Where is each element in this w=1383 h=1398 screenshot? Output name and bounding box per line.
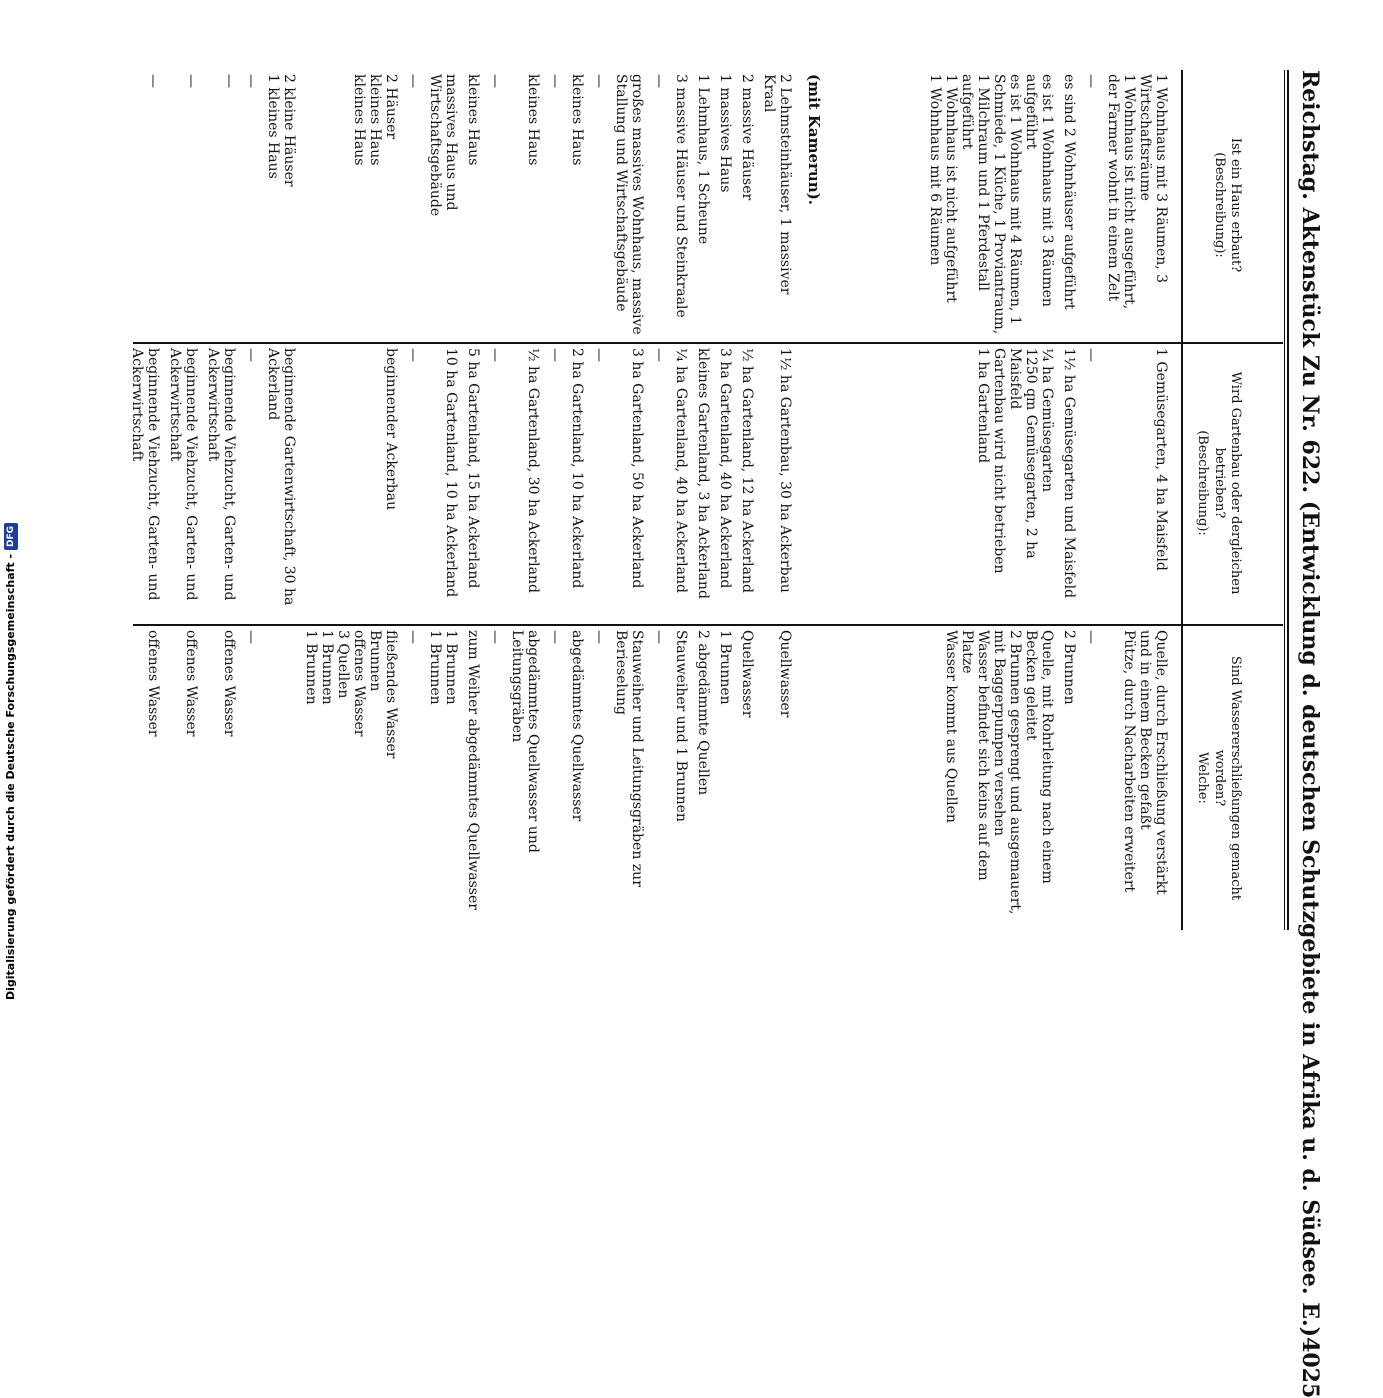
table-cell-c3: — <box>405 630 421 644</box>
table-cell-c2: 10 ha Gartenland, 10 ha Ackerland <box>443 348 459 598</box>
table-cell-c1: — <box>591 74 607 88</box>
section-title: (mit Kamerun). <box>805 74 823 206</box>
table-cell-c1: 3 massive Häuser und Steinkraale <box>673 74 689 318</box>
dfg-logo: DFG <box>4 523 18 550</box>
table-cell-c1: — <box>243 74 259 88</box>
header-rule <box>1287 70 1289 930</box>
table-cell-c2: 3 ha Gartenland, 50 ha Ackerland <box>629 348 645 589</box>
table-cell-c1: 1 Lehmhaus, 1 Scheune <box>695 74 711 245</box>
table-cell-c3: offenes Wasser <box>145 630 161 737</box>
table-cell-c2: 3 ha Gartenland, 40 ha Ackerland <box>717 348 733 589</box>
table-cell-c1: es ist 1 Wohnhaus mit 3 Räumen aufgeführt es ist 1 Wohnhaus mit 4 Räumen, 1 Schmiede, 1 Küche, 1 Proviantraum, 1 Milchraum und 1 Pferdestall aufgeführt 1 Wohnhaus ist nicht aufgeführt 1 Wohnhaus mit 6 Räumen <box>927 74 1055 335</box>
column-divider-1 <box>133 342 1283 344</box>
header-title: Reichstag. Aktenstück Zu Nr. 622. (Entwicklung d. deutschen Schutzgebiete in Afrika u. d. Südsee. E.) <box>1297 70 1323 1338</box>
table-cell-c2: — <box>651 348 667 362</box>
column-header-garden: Wird Gartenbau oder dergleichen betrieben? (Beschreibung): <box>1195 371 1243 595</box>
table-cell-c2: beginnende Viehzucht, Garten- und Ackerwirtschaft <box>205 348 237 601</box>
table-cell-c3: — <box>487 630 503 644</box>
table-cell-c2: kleines Gartenland, 3 ha Ackerland <box>695 348 711 599</box>
table-cell-c1: 2 kleine Häuser 1 kleines Haus <box>265 74 297 187</box>
header-rule-thin <box>1284 70 1285 930</box>
table-cell-c2: beginnende Viehzucht, Garten- und Ackerwirtschaft <box>129 348 161 601</box>
table-cell-c3: Stauweiher und Leitungsgräben zur Berieselung <box>613 630 645 887</box>
table-cell-c1: 2 massive Häuser <box>739 74 755 201</box>
table-cell-c1: — <box>221 74 237 88</box>
table-cell-c1: — <box>1083 74 1099 88</box>
table-cell-c3: abgedämmtes Quellwasser <box>569 630 585 822</box>
table-cell-c2: — <box>405 348 421 362</box>
table-cell-c2: — <box>1083 348 1099 362</box>
table-cell-c3: zum Weiher abgedämmtes Quellwasser <box>465 630 481 910</box>
table-cell-c1: 2 Lehmsteinhäuser, 1 massiver Kraal <box>761 74 793 295</box>
table-cell-c1: 1 massives Haus <box>717 74 733 193</box>
table-cell-c3: abgedämmtes Quellwasser und Leitungsgräben <box>509 630 541 853</box>
table-head-rule <box>1182 70 1184 930</box>
table-cell-c1: kleines Haus <box>465 74 481 166</box>
table-cell-c3: Stauweiher und 1 Brunnen <box>673 630 689 822</box>
dfg-credit <box>0 525 22 1000</box>
table-cell-c1: kleines Haus <box>569 74 585 166</box>
table-cell-c1: 1 Wohnhaus mit 3 Räumen, 3 Wirtschaftsräume 1 Wohnhaus ist nicht ausgeführt, der Farmer wohnt in einem Zelt <box>1105 74 1169 310</box>
table-cell-c3: 1 Brunnen 1 Brunnen <box>427 630 459 705</box>
table-cell-c2: beginnender Ackerbau <box>383 348 399 511</box>
table-cell-c3: — <box>547 630 563 644</box>
table-cell-c3: 2 abgedämmte Quellen <box>695 630 711 796</box>
table-cell-c1: massives Haus und Wirtschaftsgebäude <box>427 74 459 217</box>
table-cell-c1: — <box>487 74 503 88</box>
table-cell-c2: beginnende Gartenwirtschaft, 30 ha Ackerland <box>265 348 297 606</box>
table-cell-c2: ¼ ha Gartenland, 40 ha Ackerland <box>673 348 689 593</box>
table-cell-c2: 2 ha Gartenland, 10 ha Ackerland <box>569 348 585 589</box>
table-cell-c3: — <box>243 630 259 644</box>
page-number: 4025 <box>1297 1337 1323 1398</box>
table-cell-c1: — <box>145 74 161 88</box>
column-divider-2 <box>133 624 1283 626</box>
table-cell-c2: beginnende Viehzucht, Garten- und Ackerwirtschaft <box>167 348 199 601</box>
table-cell-c3: offenes Wasser <box>221 630 237 737</box>
table-cell-c1: — <box>651 74 667 88</box>
table-cell-c2: 5 ha Gartenland, 15 ha Ackerland <box>465 348 481 589</box>
table-cell-c1: — <box>405 74 421 88</box>
table-cell-c2: 1½ ha Gartenbau, 30 ha Ackerbau <box>777 348 793 593</box>
table-cell-c3: 1 Brunnen <box>717 630 733 705</box>
table-cell-c3: Quelle, mit Rohrleitung nach einem Becken geleitet 2 Brunnen gesprengt und ausgemauert, mit Baggerpumpen versehen Wasser befindet sich keins auf dem Platze Wasser kommt aus Quellen <box>943 630 1055 915</box>
table-cell-c1: großes massives Wohnhaus, massive Stallung und Wirtschaftsgebäude <box>613 74 645 335</box>
table-cell-c1: 2 Häuser kleines Haus kleines Haus <box>351 74 399 166</box>
table-cell-c2: ½ ha Gartenland, 12 ha Ackerland <box>739 348 755 593</box>
table-cell-c1: — <box>547 74 563 88</box>
table-cell-c3: fließendes Wasser Brunnen offenes Wasser 3 Quellen 1 Brunnen 1 Brunnen <box>303 630 399 759</box>
table-cell-c2: ½ ha Gartenland, 30 ha Ackerland <box>525 348 541 593</box>
table-cell-c2: — <box>243 348 259 362</box>
table-cell-c2: — <box>487 348 503 362</box>
table-cell-c3: offenes Wasser <box>183 630 199 737</box>
table-cell-c3: — <box>591 630 607 644</box>
column-header-house: Ist ein Haus erbaut? (Beschreibung): <box>1211 137 1243 273</box>
table-cell-c1: es sind 2 Wohnhäuser aufgeführt <box>1061 74 1077 310</box>
table-cell-c3: Quelle, durch Erschließung verstärkt und in einem Becken gefaßt Pütze, durch Nacharbeiten erweitert <box>1121 630 1169 895</box>
table-cell-c2: — <box>591 348 607 362</box>
table-cell-c2: — <box>547 348 563 362</box>
table-cell-c3: Quellwasser <box>739 630 755 718</box>
table-cell-c2: 1 Gemüsegarten, 4 ha Maisfeld <box>1153 348 1169 571</box>
table-cell-c3: — <box>1083 630 1099 644</box>
dfg-credit-text: Digitalisierung gefördert durch die Deutsche Forschungsgemeinschaft - <box>4 553 17 1000</box>
table-cell-c3: — <box>651 630 667 644</box>
table-cell-c2: 1½ ha Gemüsegarten und Maisfeld <box>1061 348 1077 599</box>
table-cell-c3: 2 Brunnen <box>1061 630 1077 705</box>
table-cell-c1: — <box>183 74 199 88</box>
running-header <box>1297 70 1323 1398</box>
table-cell-c1: kleines Haus <box>525 74 541 166</box>
table-cell-c2: ¼ ha Gemüsegarten 1250 qm Gemüsegarten, 2 ha Maisfeld Gartenbau wird nicht betrieben 1 ha Gartenland <box>975 348 1055 574</box>
table-cell-c3: Quellwasser <box>777 630 793 718</box>
column-header-water: Sind Wassererschließungen gemacht worden? Welche: <box>1195 655 1243 901</box>
